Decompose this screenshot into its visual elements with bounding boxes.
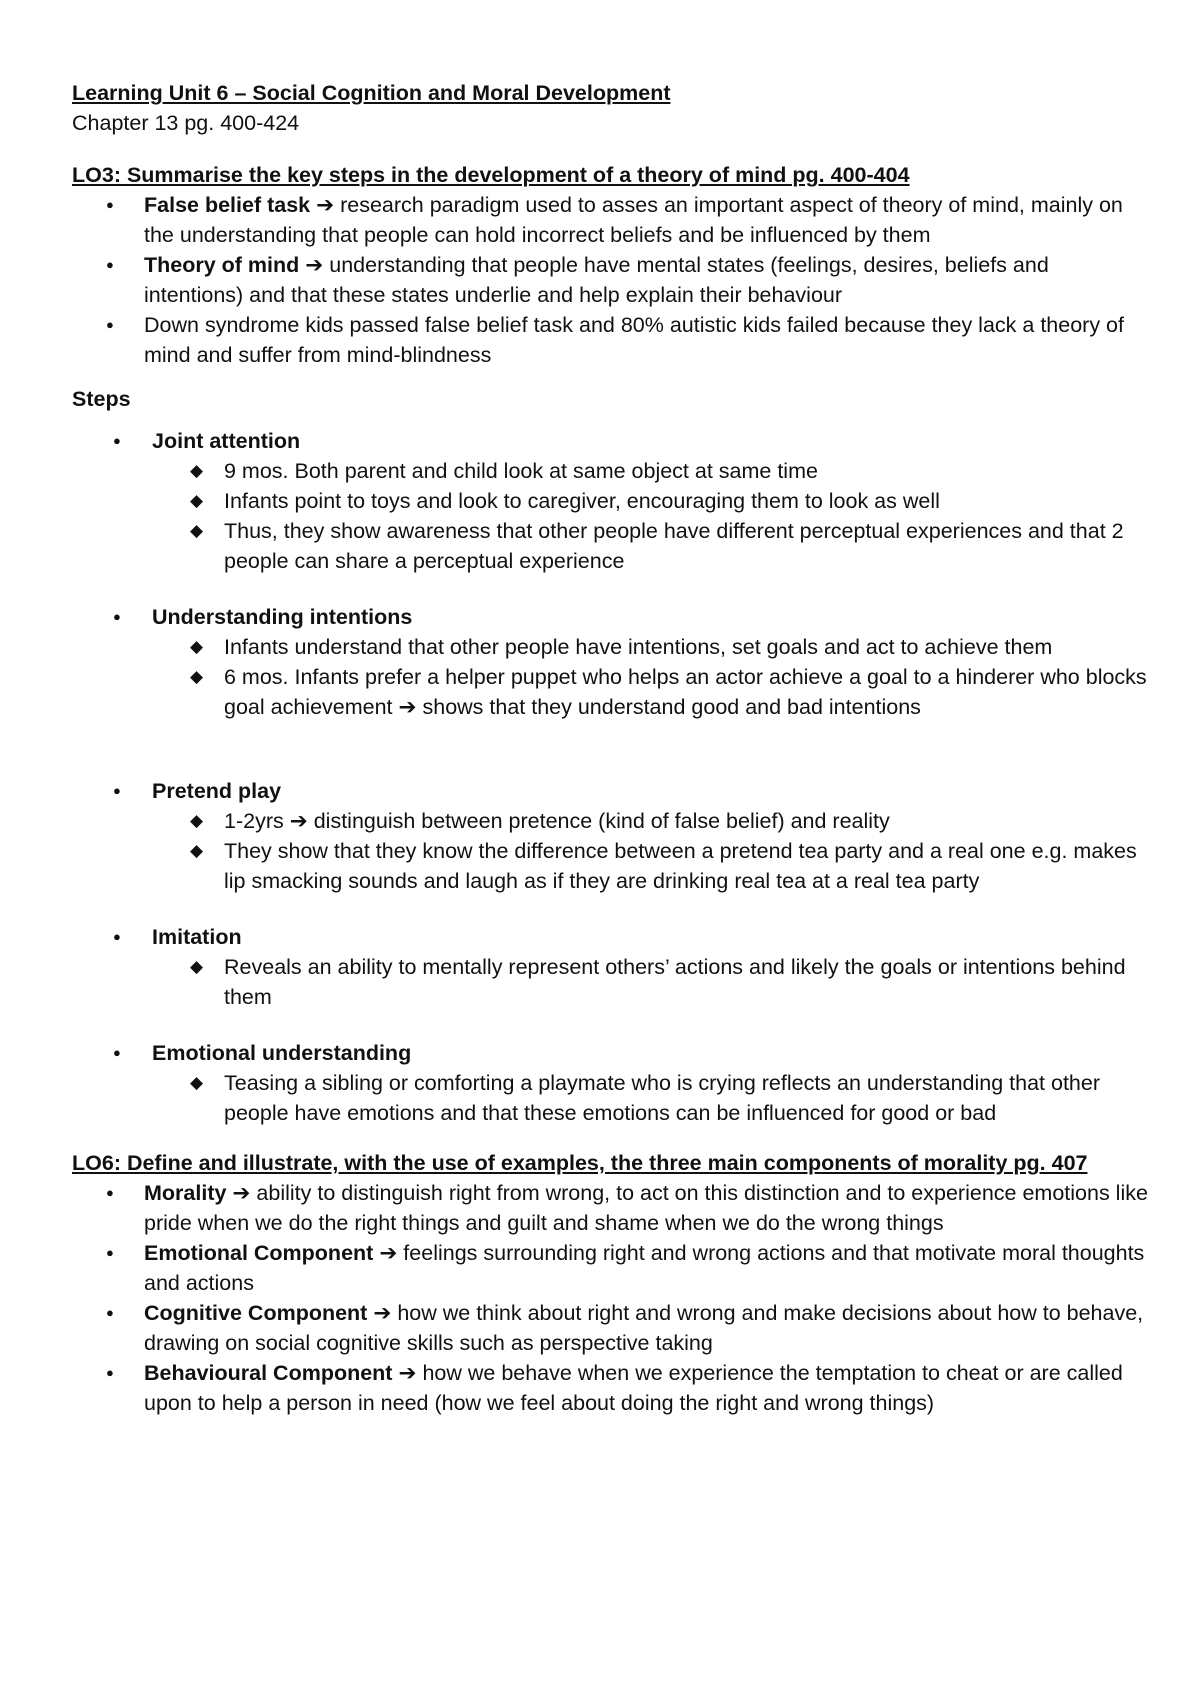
- sub-item: ◆ Teasing a sibling or comforting a playmate who is crying reflects an understanding that other people have emotions and that these emotions can be influenced for good or bad: [72, 1068, 1152, 1128]
- steps-list: [72, 426, 1152, 456]
- list-item: ● Cognitive Component ➔ how we think about right and wrong and make decisions about how to behave, drawing on social cognitive skills such as perspective taking: [72, 1298, 1152, 1358]
- arrow-icon: ➔: [398, 695, 417, 719]
- sub-item: ◆ They show that they know the difference between a pretend tea party and a real one e.g. makes lip smacking sounds and laugh as if they are drinking real tea at a real tea party: [72, 836, 1152, 896]
- step-joint-attention: ● Joint attention: [72, 426, 1152, 456]
- lo6-heading: LO6: Define and illustrate, with the use of examples, the three main components of morality pg. 407: [72, 1151, 1088, 1175]
- step-imitation: ● Imitation: [72, 922, 1152, 952]
- list-item: ● Theory of mind ➔ understanding that people have mental states (feelings, desires, beliefs and intentions) and that these states underlie and help explain their behaviour: [72, 250, 1152, 310]
- list-item: ● Down syndrome kids passed false belief task and 80% autistic kids failed because they lack a theory of mind and suffer from mind-blindness: [72, 310, 1152, 370]
- sub-item: ◆ Infants understand that other people have intentions, set goals and act to achieve them: [72, 632, 1152, 662]
- sub-item: ◆ Infants point to toys and look to caregiver, encouraging them to look as well: [72, 486, 1152, 516]
- step-understanding-intentions: ● Understanding intentions: [72, 602, 1152, 632]
- chapter-reference: Chapter 13 pg. 400-424: [72, 111, 300, 135]
- step-pretend-play: ● Pretend play: [72, 776, 1152, 806]
- steps-heading: Steps: [72, 387, 131, 411]
- sub-item: ◆ Reveals an ability to mentally represent others’ actions and likely the goals or intentions behind them: [72, 952, 1152, 1012]
- sub-item: ◆ 1-2yrs ➔ distinguish between pretence (kind of false belief) and reality: [72, 806, 1152, 836]
- document-page: [72, 78, 1152, 1418]
- lo6-list: [72, 1178, 1152, 1418]
- list-item: ● Emotional Component ➔ feelings surrounding right and wrong actions and that motivate moral thoughts and actions: [72, 1238, 1152, 1298]
- sub-item: ◆ Thus, they show awareness that other people have different perceptual experiences and that 2 people can share a perceptual experience: [72, 516, 1152, 576]
- sub-item: ◆ 9 mos. Both parent and child look at same object at same time: [72, 456, 1152, 486]
- unit-title: Learning Unit 6 – Social Cognition and Moral Development: [72, 81, 671, 105]
- arrow-icon: ➔: [379, 1241, 398, 1265]
- lo3-list: [72, 190, 1152, 370]
- arrow-icon: ➔: [305, 253, 324, 277]
- arrow-icon: ➔: [289, 809, 308, 833]
- sub-item: ◆ 6 mos. Infants prefer a helper puppet who helps an actor achieve a goal to a hinderer who blocks goal achievement ➔ shows that they understand good and bad intentions: [72, 662, 1152, 722]
- step-emotional-understanding: ● Emotional understanding: [72, 1038, 1152, 1068]
- arrow-icon: ➔: [398, 1361, 417, 1385]
- lo3-heading: LO3: Summarise the key steps in the development of a theory of mind pg. 400-404: [72, 163, 910, 187]
- arrow-icon: ➔: [316, 193, 335, 217]
- list-item: ● Behavioural Component ➔ how we behave when we experience the temptation to cheat or are called upon to help a person in need (how we feel about doing the right and wrong things): [72, 1358, 1152, 1418]
- arrow-icon: ➔: [232, 1181, 251, 1205]
- list-item: ● Morality ➔ ability to distinguish right from wrong, to act on this distinction and to experience emotions like pride when we do the right things and guilt and shame when we do the wrong things: [72, 1178, 1152, 1238]
- list-item: ● False belief task ➔ research paradigm used to asses an important aspect of theory of mind, mainly on the understanding that people can hold incorrect beliefs and be influenced by them: [72, 190, 1152, 250]
- arrow-icon: ➔: [373, 1301, 392, 1325]
